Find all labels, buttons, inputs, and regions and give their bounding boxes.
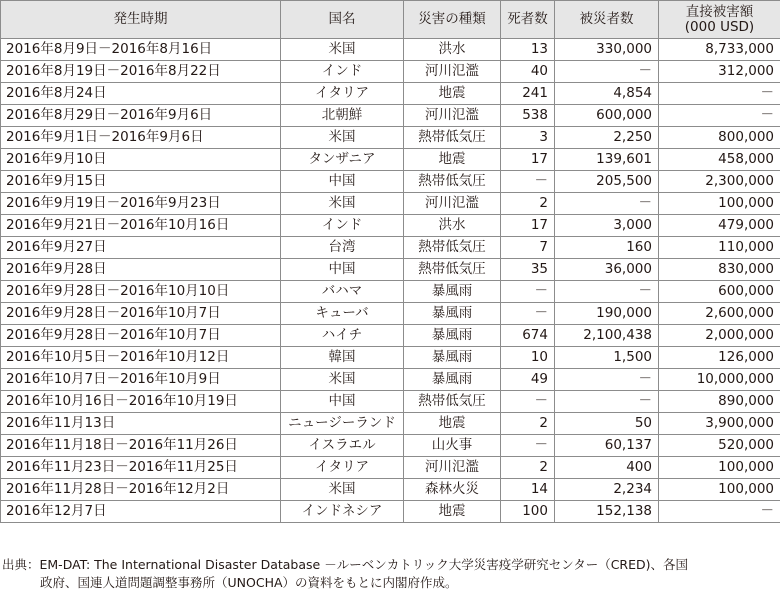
period-cell: 2016年9月28日－2016年10月7日 <box>1 325 281 347</box>
header-damage-label: 直接被害額 <box>685 3 754 20</box>
affected-cell: 600,000 <box>555 105 659 127</box>
table-body <box>1 39 780 523</box>
header-period: 発生時期 <box>1 1 281 39</box>
table-row <box>1 369 780 391</box>
deaths-cell: 241 <box>501 83 555 105</box>
damage-cell: 830,000 <box>659 259 780 281</box>
source-note <box>2 556 778 592</box>
table-row <box>1 39 780 61</box>
type-cell: 熱帯低気圧 <box>404 391 501 413</box>
deaths-cell: 674 <box>501 325 555 347</box>
deaths-cell: 3 <box>501 127 555 149</box>
table-row <box>1 391 780 413</box>
deaths-cell: 538 <box>501 105 555 127</box>
type-cell: 暴風雨 <box>404 347 501 369</box>
deaths-cell: 10 <box>501 347 555 369</box>
country-cell: 中国 <box>281 171 404 193</box>
table-row <box>1 303 780 325</box>
deaths-cell: 2 <box>501 457 555 479</box>
country-cell: バハマ <box>281 281 404 303</box>
affected-cell: 4,854 <box>555 83 659 105</box>
country-cell: ハイチ <box>281 325 404 347</box>
type-cell: 洪水 <box>404 215 501 237</box>
table-row <box>1 61 780 83</box>
table-row <box>1 171 780 193</box>
type-cell: 熱帯低気圧 <box>404 127 501 149</box>
country-cell: 米国 <box>281 127 404 149</box>
affected-cell: 330,000 <box>555 39 659 61</box>
type-cell: 暴風雨 <box>404 325 501 347</box>
table-row <box>1 193 780 215</box>
country-cell: イタリア <box>281 457 404 479</box>
period-cell: 2016年9月1日－2016年9月6日 <box>1 127 281 149</box>
damage-cell: 100,000 <box>659 193 780 215</box>
affected-cell: 400 <box>555 457 659 479</box>
affected-cell: － <box>555 391 659 413</box>
affected-cell: 205,500 <box>555 171 659 193</box>
deaths-cell: 14 <box>501 479 555 501</box>
header-country: 国名 <box>281 1 404 39</box>
type-cell: 熱帯低気圧 <box>404 237 501 259</box>
damage-cell: 3,900,000 <box>659 413 780 435</box>
affected-cell: 190,000 <box>555 303 659 325</box>
country-cell: インド <box>281 61 404 83</box>
type-cell: 河川氾濫 <box>404 193 501 215</box>
table-row <box>1 215 780 237</box>
type-cell: 熱帯低気圧 <box>404 171 501 193</box>
period-cell: 2016年9月28日－2016年10月7日 <box>1 303 281 325</box>
table-row <box>1 83 780 105</box>
type-cell: 山火事 <box>404 435 501 457</box>
deaths-cell: － <box>501 391 555 413</box>
damage-cell: － <box>659 83 780 105</box>
type-cell: 暴風雨 <box>404 303 501 325</box>
table-row <box>1 501 780 523</box>
damage-cell: 600,000 <box>659 281 780 303</box>
affected-cell: 60,137 <box>555 435 659 457</box>
country-cell: タンザニア <box>281 149 404 171</box>
damage-cell: 800,000 <box>659 127 780 149</box>
affected-cell: － <box>555 369 659 391</box>
country-cell: キューバ <box>281 303 404 325</box>
period-cell: 2016年8月29日－2016年9月6日 <box>1 105 281 127</box>
damage-cell: 312,000 <box>659 61 780 83</box>
period-cell: 2016年9月28日 <box>1 259 281 281</box>
header-row <box>1 1 780 39</box>
period-cell: 2016年9月28日－2016年10月10日 <box>1 281 281 303</box>
country-cell: インドネシア <box>281 501 404 523</box>
deaths-cell: 2 <box>501 193 555 215</box>
table-row <box>1 457 780 479</box>
deaths-cell: － <box>501 435 555 457</box>
type-cell: 河川氾濫 <box>404 61 501 83</box>
affected-cell: － <box>555 193 659 215</box>
table-row <box>1 325 780 347</box>
affected-cell: 152,138 <box>555 501 659 523</box>
deaths-cell: 7 <box>501 237 555 259</box>
period-cell: 2016年9月27日 <box>1 237 281 259</box>
type-cell: 熱帯低気圧 <box>404 259 501 281</box>
country-cell: イスラエル <box>281 435 404 457</box>
deaths-cell: － <box>501 303 555 325</box>
affected-cell: 2,250 <box>555 127 659 149</box>
country-cell: 北朝鮮 <box>281 105 404 127</box>
header-deaths: 死者数 <box>501 1 555 39</box>
table-row <box>1 479 780 501</box>
table-row <box>1 237 780 259</box>
affected-cell: 36,000 <box>555 259 659 281</box>
country-cell: インド <box>281 215 404 237</box>
affected-cell: － <box>555 281 659 303</box>
period-cell: 2016年9月15日 <box>1 171 281 193</box>
table-row <box>1 149 780 171</box>
deaths-cell: 49 <box>501 369 555 391</box>
period-cell: 2016年10月16日－2016年10月19日 <box>1 391 281 413</box>
damage-cell: － <box>659 501 780 523</box>
damage-cell: 2,600,000 <box>659 303 780 325</box>
source-note-line2: 政府、国連人道問題調整事務所（UNOCHA）の資料をもとに内閣府作成。 <box>40 575 458 590</box>
country-cell: イタリア <box>281 83 404 105</box>
country-cell: 台湾 <box>281 237 404 259</box>
deaths-cell: 17 <box>501 149 555 171</box>
deaths-cell: 2 <box>501 413 555 435</box>
damage-cell: 8,733,000 <box>659 39 780 61</box>
table-row <box>1 259 780 281</box>
table-row <box>1 281 780 303</box>
period-cell: 2016年8月9日－2016年8月16日 <box>1 39 281 61</box>
deaths-cell: 17 <box>501 215 555 237</box>
type-cell: 暴風雨 <box>404 369 501 391</box>
damage-cell: － <box>659 105 780 127</box>
period-cell: 2016年10月7日－2016年10月9日 <box>1 369 281 391</box>
period-cell: 2016年12月7日 <box>1 501 281 523</box>
period-cell: 2016年11月18日－2016年11月26日 <box>1 435 281 457</box>
affected-cell: 2,100,438 <box>555 325 659 347</box>
table-row <box>1 105 780 127</box>
table-row <box>1 435 780 457</box>
type-cell: 森林火災 <box>404 479 501 501</box>
header-disaster-type: 災害の種類 <box>404 1 501 39</box>
affected-cell: 160 <box>555 237 659 259</box>
damage-cell: 890,000 <box>659 391 780 413</box>
country-cell: 韓国 <box>281 347 404 369</box>
deaths-cell: 35 <box>501 259 555 281</box>
header-damage-unit: (000 USD) <box>684 18 755 35</box>
type-cell: 地震 <box>404 501 501 523</box>
type-cell: 地震 <box>404 413 501 435</box>
header-damage <box>659 1 780 39</box>
country-cell: 米国 <box>281 39 404 61</box>
table-row <box>1 413 780 435</box>
damage-cell: 100,000 <box>659 479 780 501</box>
damage-cell: 520,000 <box>659 435 780 457</box>
affected-cell: 1,500 <box>555 347 659 369</box>
deaths-cell: 13 <box>501 39 555 61</box>
affected-cell: 2,234 <box>555 479 659 501</box>
type-cell: 河川氾濫 <box>404 105 501 127</box>
country-cell: 中国 <box>281 259 404 281</box>
period-cell: 2016年11月28日－2016年12月2日 <box>1 479 281 501</box>
period-cell: 2016年10月5日－2016年10月12日 <box>1 347 281 369</box>
affected-cell: 50 <box>555 413 659 435</box>
period-cell: 2016年11月23日－2016年11月25日 <box>1 457 281 479</box>
affected-cell: 139,601 <box>555 149 659 171</box>
type-cell: 地震 <box>404 83 501 105</box>
country-cell: 米国 <box>281 479 404 501</box>
damage-cell: 479,000 <box>659 215 780 237</box>
damage-cell: 110,000 <box>659 237 780 259</box>
damage-cell: 100,000 <box>659 457 780 479</box>
deaths-cell: 40 <box>501 61 555 83</box>
country-cell: 米国 <box>281 369 404 391</box>
period-cell: 2016年8月24日 <box>1 83 281 105</box>
type-cell: 暴風雨 <box>404 281 501 303</box>
type-cell: 洪水 <box>404 39 501 61</box>
header-affected: 被災者数 <box>555 1 659 39</box>
country-cell: 米国 <box>281 193 404 215</box>
country-cell: 中国 <box>281 391 404 413</box>
deaths-cell: － <box>501 281 555 303</box>
type-cell: 地震 <box>404 149 501 171</box>
period-cell: 2016年9月21日－2016年10月16日 <box>1 215 281 237</box>
period-cell: 2016年11月13日 <box>1 413 281 435</box>
table-row <box>1 347 780 369</box>
deaths-cell: 100 <box>501 501 555 523</box>
table-row <box>1 127 780 149</box>
deaths-cell: － <box>501 171 555 193</box>
damage-cell: 126,000 <box>659 347 780 369</box>
damage-cell: 2,300,000 <box>659 171 780 193</box>
affected-cell: － <box>555 61 659 83</box>
damage-cell: 2,000,000 <box>659 325 780 347</box>
type-cell: 河川氾濫 <box>404 457 501 479</box>
country-cell: ニュージーランド <box>281 413 404 435</box>
affected-cell: 3,000 <box>555 215 659 237</box>
period-cell: 2016年9月10日 <box>1 149 281 171</box>
damage-cell: 10,000,000 <box>659 369 780 391</box>
source-note-line1: 出典：EM-DAT: The International Disaster Database －ルーベンカトリック大学災害疫学研究センター（CRED)、各国 <box>2 557 689 572</box>
period-cell: 2016年9月19日－2016年9月23日 <box>1 193 281 215</box>
period-cell: 2016年8月19日－2016年8月22日 <box>1 61 281 83</box>
damage-cell: 458,000 <box>659 149 780 171</box>
